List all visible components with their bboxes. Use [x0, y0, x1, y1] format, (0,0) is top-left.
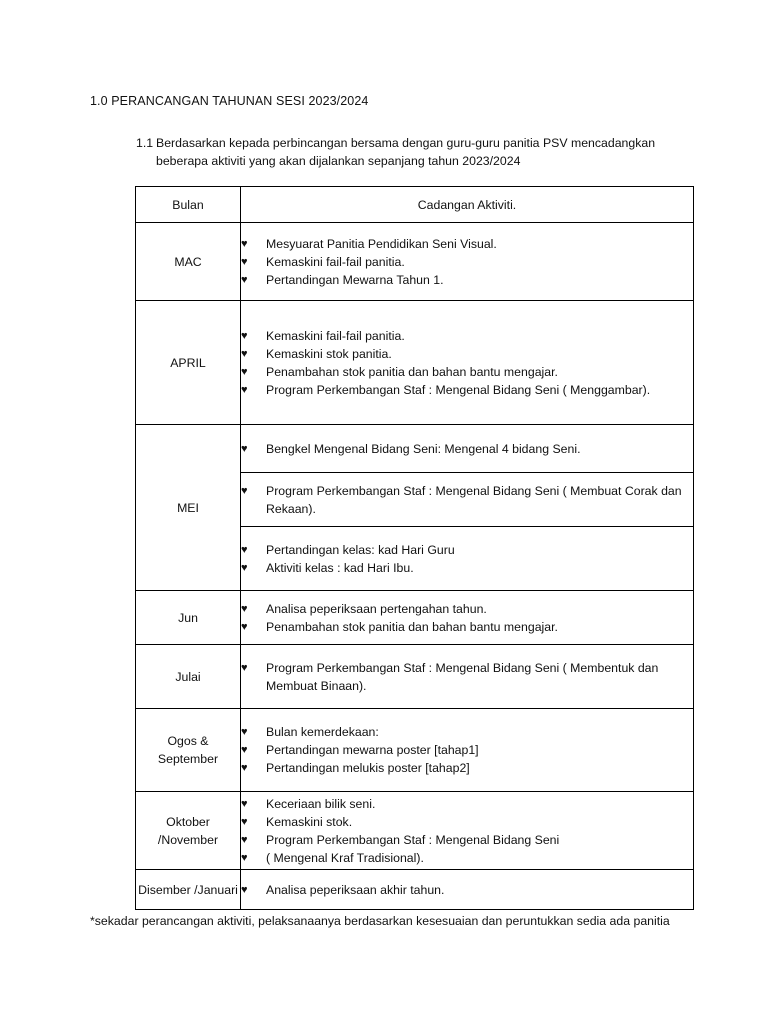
table-row — [136, 223, 694, 301]
intro-paragraph — [136, 134, 696, 170]
activity-item — [241, 723, 693, 741]
activities-cell — [241, 792, 694, 870]
activity-list — [241, 440, 693, 458]
activities-cell — [241, 527, 694, 591]
section-heading: 1.0 PERANCANGAN TAHUNAN SESI 2023/2024 — [90, 94, 369, 108]
activity-item — [241, 831, 693, 849]
activity-list — [241, 723, 693, 777]
activity-text: Penambahan stok panitia dan bahan bantu mengajar. — [266, 619, 558, 634]
table-body — [136, 223, 694, 910]
activities-cell — [241, 870, 694, 910]
activity-text: Pertandingan kelas: kad Hari Guru — [266, 542, 455, 557]
activity-item — [241, 759, 693, 777]
activity-text: Pertandingan melukis poster [tahap2] — [266, 761, 470, 775]
month-cell: Julai — [136, 645, 241, 709]
intro-text: Berdasarkan kepada perbincangan bersama dengan guru-guru panitia PSV mencadangkan beberapa aktiviti yang akan dijalankan sepanjang tahun 2023/2024 — [156, 136, 656, 168]
heart-bullet-icon: ♥ — [241, 762, 248, 774]
activity-list — [241, 235, 693, 289]
activity-text: Analisa peperiksaan pertengahan tahun. — [266, 601, 487, 616]
table-row — [136, 591, 694, 645]
table-row — [136, 792, 694, 870]
activity-list — [241, 659, 693, 695]
heart-bullet-icon: ♥ — [241, 661, 248, 674]
activity-text: Program Perkembangan Staf : Mengenal Bidang Seni ( Menggambar). — [266, 382, 651, 397]
heart-bullet-icon: ♥ — [241, 273, 248, 286]
activity-item — [241, 271, 693, 289]
heart-bullet-icon: ♥ — [241, 883, 248, 896]
heart-bullet-icon: ♥ — [241, 329, 248, 342]
activity-text: Bulan kemerdekaan: — [266, 725, 379, 739]
activities-cell — [241, 591, 694, 645]
activity-text: Analisa peperiksaan akhir tahun. — [266, 882, 445, 897]
activity-item — [241, 741, 693, 759]
activity-item — [241, 795, 693, 813]
table-header-row — [136, 187, 694, 223]
activity-text: Pertandingan mewarna poster [tahap1] — [266, 743, 479, 757]
heart-bullet-icon: ♥ — [241, 833, 248, 846]
activity-plan-table — [135, 186, 694, 910]
month-cell: Oktober /November — [136, 792, 241, 870]
activity-item — [241, 327, 693, 345]
intro-number: 1.1 — [136, 136, 154, 150]
activity-item — [241, 559, 693, 577]
table-row — [136, 425, 694, 473]
activity-item — [241, 813, 693, 831]
activities-cell — [241, 709, 694, 792]
heart-bullet-icon: ♥ — [241, 726, 248, 738]
activities-cell — [241, 223, 694, 301]
table-row — [136, 645, 694, 709]
month-cell: Disember /Januari — [136, 870, 241, 910]
heart-bullet-icon: ♥ — [241, 255, 248, 268]
heart-bullet-icon: ♥ — [241, 383, 248, 396]
activity-text: Bengkel Mengenal Bidang Seni: Mengenal 4 bidang Seni. — [266, 441, 581, 456]
activity-item — [241, 381, 693, 399]
activity-list — [241, 327, 693, 399]
footnote: *sekadar perancangan aktiviti, pelaksanaanya berdasarkan kesesuaian dan peruntukkan sedia ada panitia — [90, 914, 670, 928]
table-row — [136, 870, 694, 910]
activities-cell — [241, 425, 694, 473]
activity-item — [241, 849, 693, 867]
activity-text: Program Perkembangan Staf : Mengenal Bidang Seni ( Membentuk dan Membuat Binaan). — [266, 660, 659, 693]
activity-text: Keceriaan bilik seni. — [266, 796, 376, 811]
month-cell: Ogos & September — [136, 709, 241, 792]
month-cell: MEI — [136, 425, 241, 591]
activity-item — [241, 482, 693, 518]
activity-text: Kemaskini fail-fail panitia. — [266, 328, 405, 343]
activities-cell — [241, 473, 694, 527]
activity-item — [241, 345, 693, 363]
heart-bullet-icon: ♥ — [241, 365, 248, 378]
heart-bullet-icon: ♥ — [241, 851, 248, 864]
activity-item — [241, 440, 693, 458]
heart-bullet-icon: ♥ — [241, 744, 248, 756]
activity-item — [241, 659, 693, 695]
activity-item — [241, 363, 693, 381]
heart-bullet-icon: ♥ — [241, 237, 248, 250]
activity-list — [241, 881, 693, 899]
activity-text: Mesyuarat Panitia Pendidikan Seni Visual. — [266, 236, 497, 251]
activity-text: Aktiviti kelas : kad Hari Ibu. — [266, 560, 414, 575]
heart-bullet-icon: ♥ — [241, 347, 248, 360]
activity-text: Kemaskini stok. — [266, 814, 353, 829]
activity-item — [241, 600, 693, 618]
activities-cell — [241, 645, 694, 709]
table-row — [136, 301, 694, 425]
activity-item — [241, 618, 693, 636]
activity-text: Program Perkembangan Staf : Mengenal Bidang Seni ( Membuat Corak dan Rekaan). — [266, 483, 682, 516]
month-cell: APRIL — [136, 301, 241, 425]
month-cell: Jun — [136, 591, 241, 645]
heart-bullet-icon: ♥ — [241, 797, 248, 810]
activity-text: Pertandingan Mewarna Tahun 1. — [266, 272, 444, 287]
activity-text: Kemaskini fail-fail panitia. — [266, 254, 405, 269]
activity-list — [241, 600, 693, 636]
heart-bullet-icon: ♥ — [241, 620, 248, 633]
table-row — [136, 709, 694, 792]
activity-text: ( Mengenal Kraf Tradisional). — [266, 850, 424, 865]
activity-text: Penambahan stok panitia dan bahan bantu mengajar. — [266, 364, 558, 379]
heart-bullet-icon: ♥ — [241, 484, 248, 497]
header-month: Bulan — [136, 187, 241, 223]
heart-bullet-icon: ♥ — [241, 561, 248, 574]
month-cell: MAC — [136, 223, 241, 301]
activity-text: Kemaskini stok panitia. — [266, 346, 392, 361]
activities-cell — [241, 301, 694, 425]
heart-bullet-icon: ♥ — [241, 442, 248, 455]
activity-text: Program Perkembangan Staf : Mengenal Bidang Seni — [266, 832, 560, 847]
activity-item — [241, 881, 693, 899]
activity-list — [241, 482, 693, 518]
activity-list — [241, 541, 693, 577]
activity-item — [241, 253, 693, 271]
activity-list — [241, 795, 693, 867]
activity-item — [241, 235, 693, 253]
heart-bullet-icon: ♥ — [241, 815, 248, 828]
activity-item — [241, 541, 693, 559]
heart-bullet-icon: ♥ — [241, 602, 248, 615]
heart-bullet-icon: ♥ — [241, 543, 248, 556]
header-activities: Cadangan Aktiviti. — [241, 187, 694, 223]
